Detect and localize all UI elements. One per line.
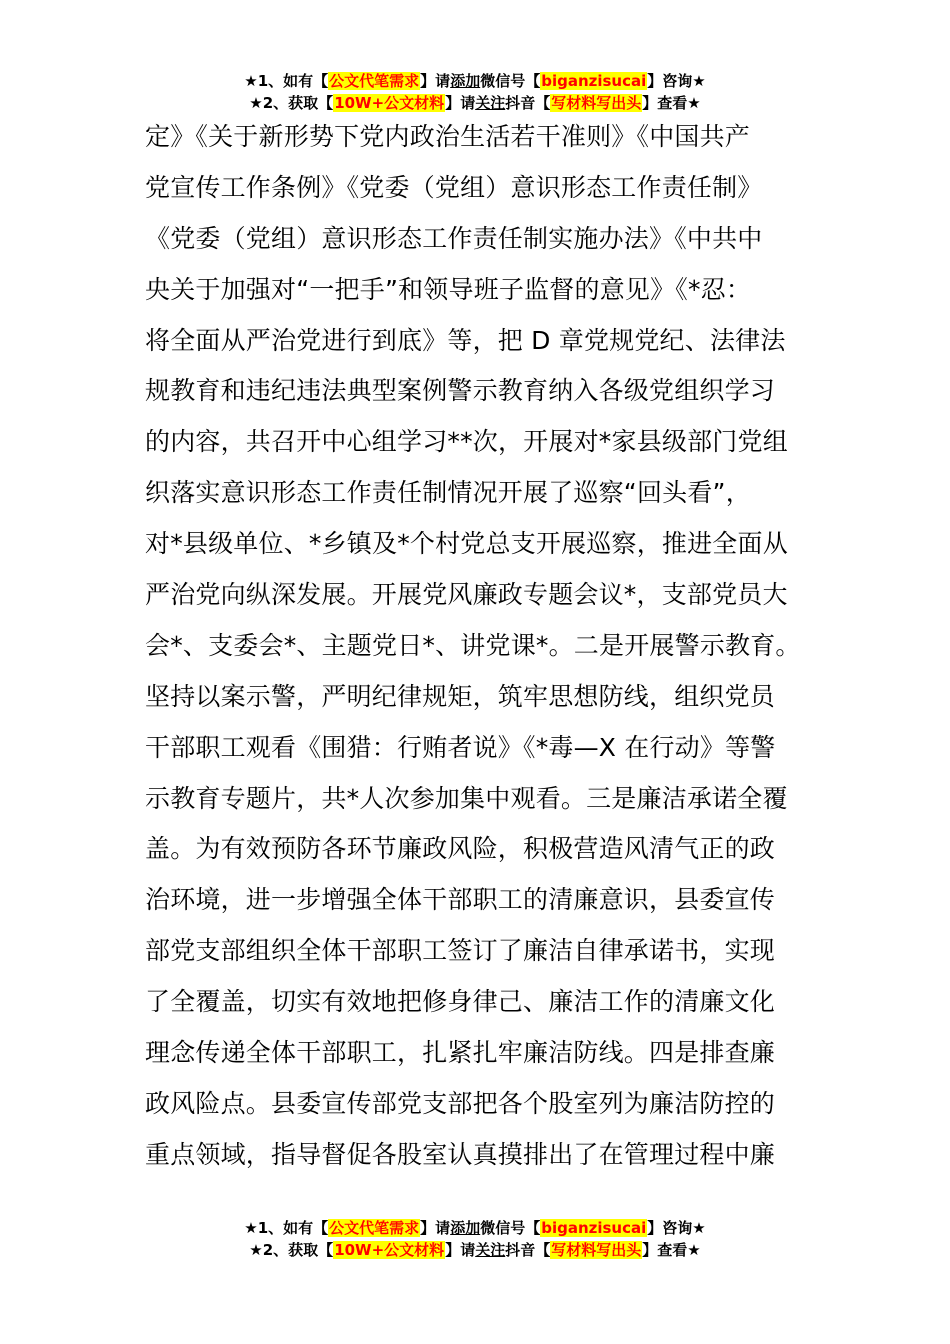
banner-line-2: ★2、获取【10W+公文材料】请关注抖音【写材料写出头】查看★ <box>249 94 701 112</box>
highlight-ghostwriting: 公文代笔需求 <box>329 1219 420 1237</box>
body-line: 政风险点。县委宣传部党支部把各个股室列为廉洁防控的 <box>145 1088 776 1118</box>
body-line: 重点领域，指导督促各股室认真摸排出了在管理过程中廉 <box>145 1139 776 1169</box>
body-line: 会*、支委会*、主题党日*、讲党课*。二是开展警示教育。 <box>145 630 801 660</box>
highlight-wechat-id: biganzisucai <box>541 72 647 90</box>
document-body <box>145 112 825 1181</box>
header-banner <box>0 70 950 114</box>
body-line: 的内容，共召开中心组学习**次，开展对*家县级部门党组 <box>145 427 788 457</box>
body-line: 干部职工观看《围猎：行贿者说》《*毒—X 在行动》等警 <box>145 732 776 762</box>
body-line: 织落实意识形态工作责任制情况开展了巡察“回头看”， <box>145 478 751 508</box>
body-line: 部党支部组织全体干部职工签订了廉洁自律承诺书，实现 <box>145 936 776 966</box>
body-line: 定》《关于新形势下党内政治生活若干准则》《中国共产 <box>145 122 751 151</box>
banner-line-2: ★2、获取【10W+公文材料】请关注抖音【写材料写出头】查看★ <box>249 1241 701 1259</box>
highlight-douyin: 写材料写出头 <box>551 94 642 112</box>
footer-banner <box>0 1217 950 1261</box>
highlight-ghostwriting: 公文代笔需求 <box>329 72 420 90</box>
highlight-materials: 10W+公文材料 <box>334 94 445 112</box>
highlight-materials: 10W+公文材料 <box>334 1241 445 1259</box>
body-line: 示教育专题片，共*人次参加集中观看。三是廉洁承诺全覆 <box>145 783 788 813</box>
body-line: 规教育和违纪违法典型案例警示教育纳入各级党组织学习 <box>145 376 776 406</box>
body-line: 治环境，进一步增强全体干部职工的清廉意识，县委宣传 <box>145 885 776 915</box>
body-line: 严治党向纵深发展。开展党风廉政专题会议*，支部党员大 <box>145 580 788 610</box>
body-line: 将全面从严治党进行到底》等，把 D 章党规党纪、法律法 <box>145 325 786 355</box>
body-line: 央关于加强对“一把手”和领导班子监督的意见》《*忍： <box>145 274 752 304</box>
body-line: 党宣传工作条例》《党委（党组）意识形态工作责任制》 <box>145 172 763 202</box>
highlight-wechat-id: biganzisucai <box>541 1219 647 1237</box>
body-line: 理念传递全体干部职工，扎紧扎牢廉洁防线。四是排查廉 <box>145 1038 776 1068</box>
highlight-douyin: 写材料写出头 <box>551 1241 642 1259</box>
body-line: 《党委（党组）意识形态工作责任制实施办法》《中共中 <box>145 223 763 253</box>
body-line: 坚持以案示警，严明纪律规矩，筑牢思想防线，组织党员 <box>145 681 776 711</box>
banner-line-1: ★1、如有【公文代笔需求】请添加微信号【biganzisucai】咨询★ <box>244 1219 706 1237</box>
banner-line-1: ★1、如有【公文代笔需求】请添加微信号【biganzisucai】咨询★ <box>244 72 706 90</box>
body-line: 了全覆盖，切实有效地把修身律己、廉洁工作的清廉文化 <box>145 987 776 1017</box>
body-line: 盖。为有效预防各环节廉政风险，积极营造风清气正的政 <box>145 834 776 864</box>
body-line: 对*县级单位、*乡镇及*个村党总支开展巡察，推进全面从 <box>145 529 788 559</box>
